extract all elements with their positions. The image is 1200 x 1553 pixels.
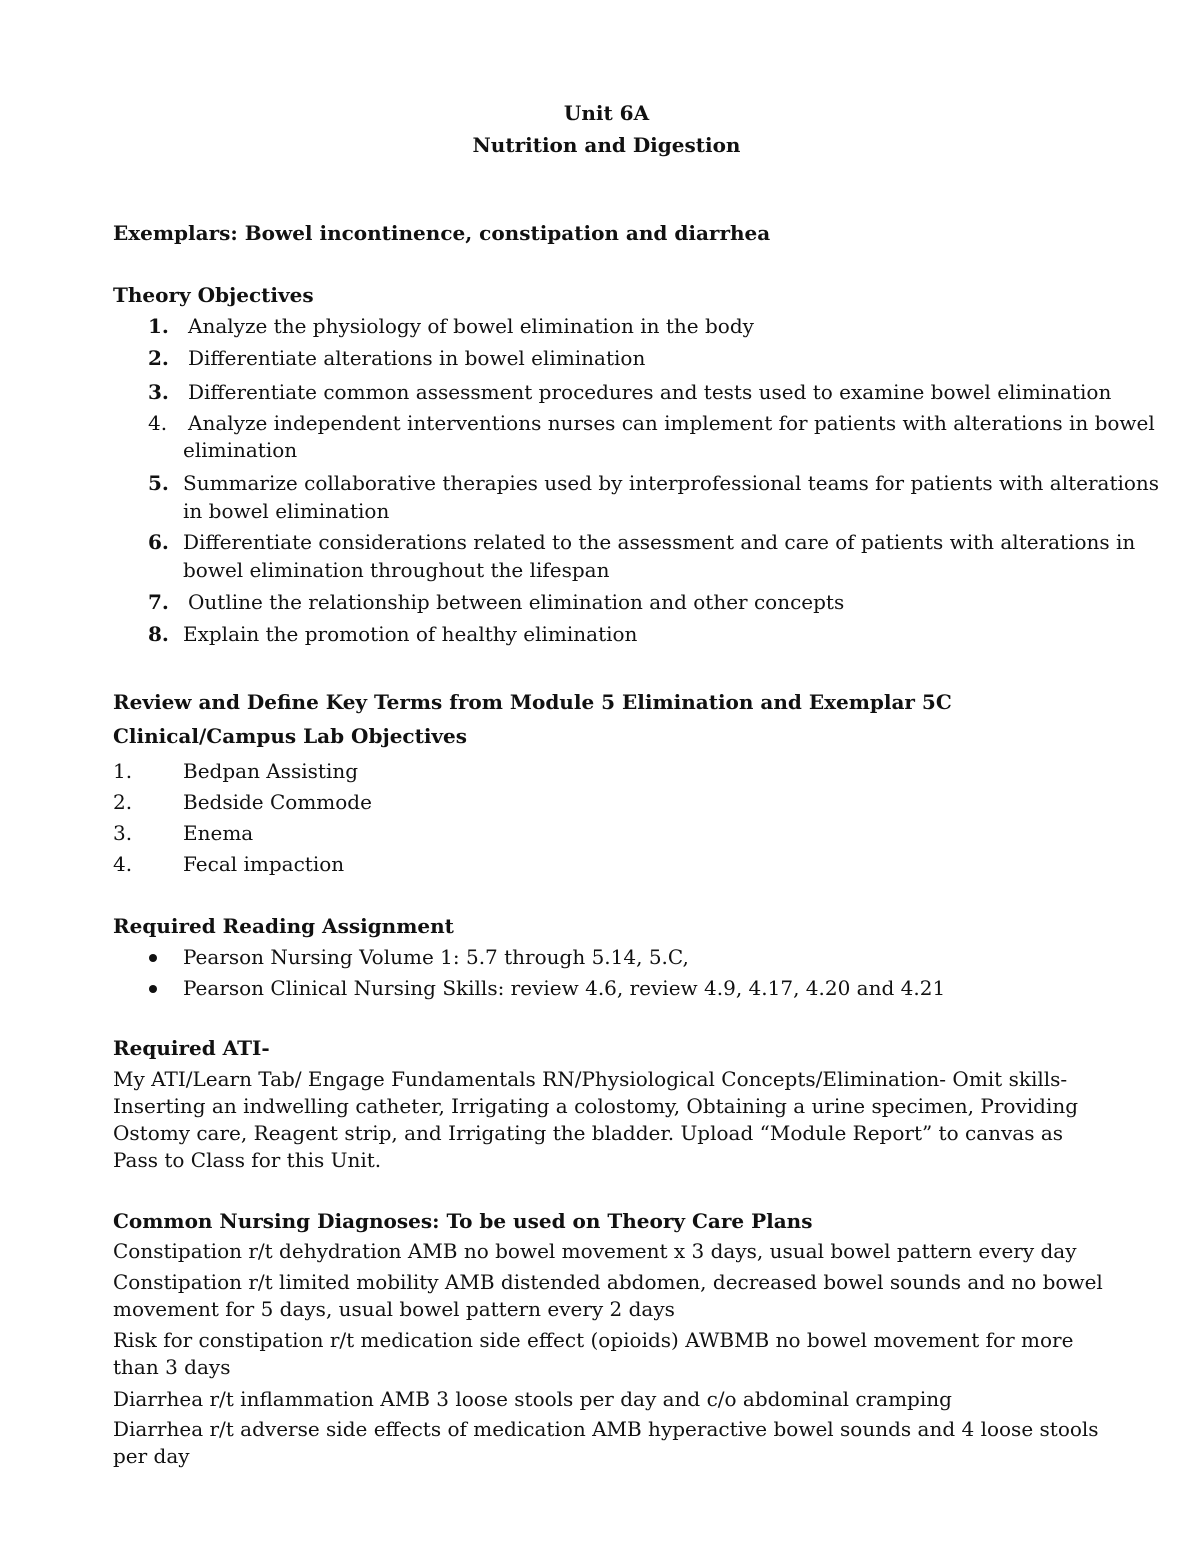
theory-item-number: 5. <box>148 471 169 495</box>
review-key-terms-heading: Review and Define Key Terms from Module 5 Elimination and Exemplar 5C <box>113 690 952 714</box>
bullet-icon <box>149 985 157 993</box>
theory-objectives-heading: Theory Objectives <box>113 283 314 307</box>
diagnosis-item: Constipation r/t limited mobility AMB distended abdomen, decreased bowel sounds and no bowel movement for 5 days, usual bowel pattern every 2 days <box>113 1270 1103 1321</box>
theory-item-number: 8. <box>148 622 169 646</box>
theory-item-text-continued: bowel elimination throughout the lifespan <box>183 558 610 582</box>
theory-item-text: Summarize collaborative therapies used by interprofessional teams for patients with alterations <box>183 471 1160 495</box>
page-title: Nutrition and Digestion <box>472 133 741 157</box>
theory-item-text: Analyze the physiology of bowel elimination in the body <box>188 314 754 338</box>
required-ati-heading: Required ATI- <box>113 1036 270 1060</box>
theory-item-number: 4. <box>148 411 168 435</box>
theory-item-text: Differentiate alterations in bowel elimination <box>188 346 646 370</box>
theory-item-text-continued: in bowel elimination <box>183 499 390 523</box>
diagnosis-item: Diarrhea r/t adverse side effects of medication AMB hyperactive bowel sounds and 4 loose stools per day <box>113 1417 1099 1468</box>
bullet-icon <box>149 954 157 962</box>
reading-item: Pearson Clinical Nursing Skills: review 4.6, review 4.9, 4.17, 4.20 and 4.21 <box>183 976 946 1000</box>
theory-item-number: 7. <box>148 590 169 614</box>
clinical-item-text: Fecal impaction <box>183 852 345 876</box>
theory-item-number: 6. <box>148 530 169 554</box>
diagnosis-item: Constipation r/t dehydration AMB no bowel movement x 3 days, usual bowel pattern every day <box>113 1239 1077 1263</box>
theory-item-number: 3. <box>148 380 169 404</box>
clinical-item-number: 1. <box>113 759 133 783</box>
theory-item-text-continued: elimination <box>183 438 298 462</box>
clinical-item-text: Bedpan Assisting <box>183 759 359 783</box>
clinical-item-number: 4. <box>113 852 133 876</box>
theory-item-text: Differentiate considerations related to the assessment and care of patients with alterations in <box>183 530 1136 554</box>
clinical-item-number: 3. <box>113 821 133 845</box>
required-reading-heading: Required Reading Assignment <box>113 914 454 938</box>
theory-item-number: 1. <box>148 314 169 338</box>
exemplars-heading: Exemplars: Bowel incontinence, constipation and diarrhea <box>113 221 771 245</box>
clinical-item-text: Enema <box>183 821 254 845</box>
nursing-diagnoses-heading: Common Nursing Diagnoses: To be used on Theory Care Plans <box>113 1209 813 1233</box>
theory-item-text: Outline the relationship between elimination and other concepts <box>188 590 845 614</box>
ati-instructions: My ATI/Learn Tab/ Engage Fundamentals RN/Physiological Concepts/Elimination- Omit skills- Inserting an indwelling catheter, Irrigating a colostomy, Obtaining a urine specimen, Providing Ostomy care, Reagent strip, and Irrigating the bladder. Upload “Module Report” to canvas as Pass to Class for this Unit. <box>113 1067 1079 1172</box>
reading-item: Pearson Nursing Volume 1: 5.7 through 5.14, 5.C, <box>183 945 689 969</box>
clinical-item-number: 2. <box>113 790 133 814</box>
unit-label: Unit 6A <box>563 101 650 125</box>
theory-item-number: 2. <box>148 346 169 370</box>
theory-item-text: Explain the promotion of healthy elimination <box>183 622 638 646</box>
clinical-item-text: Bedside Commode <box>183 790 372 814</box>
theory-item-text: Differentiate common assessment procedures and tests used to examine bowel elimination <box>188 380 1112 404</box>
theory-item-text: Analyze independent interventions nurses can implement for patients with alterations in bowel <box>188 411 1155 435</box>
diagnosis-item: Diarrhea r/t inflammation AMB 3 loose stools per day and c/o abdominal cramping <box>113 1387 952 1411</box>
clinical-objectives-heading: Clinical/Campus Lab Objectives <box>113 724 468 748</box>
diagnosis-item: Risk for constipation r/t medication side effect (opioids) AWBMB no bowel movement for more than 3 days <box>113 1328 1074 1379</box>
